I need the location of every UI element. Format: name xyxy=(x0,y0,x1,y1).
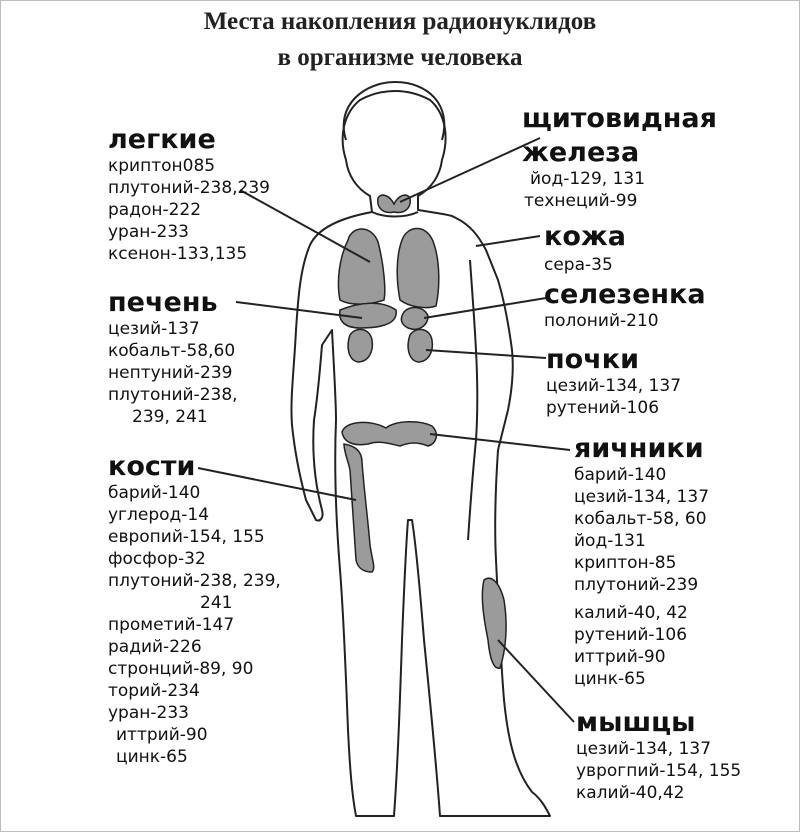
bones-item: фосфор-32 xyxy=(108,549,206,569)
leader-spleen xyxy=(424,298,546,318)
skin-heading: кожа xyxy=(544,221,626,252)
thyroid-heading: щитовидная xyxy=(522,103,717,134)
ovaries-item: цезий-134, 137 xyxy=(574,487,710,507)
bones-item: прометий-147 xyxy=(108,615,235,635)
muscles-heading: мышцы xyxy=(576,707,696,738)
muscles-item: цезий-134, 137 xyxy=(576,739,712,759)
liver-item: 239, 241 xyxy=(132,407,208,427)
femur xyxy=(344,444,374,572)
bones-item: иттрий-90 xyxy=(116,725,208,745)
label-bones xyxy=(108,452,281,768)
muscles-item: калий-40,42 xyxy=(576,783,685,803)
thyroid-item: технеций-99 xyxy=(524,191,638,211)
kidney-right xyxy=(408,329,432,362)
label-liver xyxy=(108,288,238,428)
thyroid-heading-line2: железа xyxy=(522,137,640,168)
ovaries-item: барий-140 xyxy=(574,465,667,485)
bones-item: цинк-65 xyxy=(116,747,188,767)
label-lungs xyxy=(108,125,270,265)
ovaries-item: криптон-85 xyxy=(574,553,677,573)
lungs-item: радон-222 xyxy=(108,200,202,220)
thyroid-item: йод-129, 131 xyxy=(530,169,646,189)
bones-item: европий-154, 155 xyxy=(108,527,265,547)
pelvis xyxy=(342,422,436,446)
lungs-heading: легкие xyxy=(108,124,216,155)
label-kidneys xyxy=(546,345,681,419)
bones-item: углерод-14 xyxy=(108,505,210,525)
liver-item: плутоний-238, xyxy=(108,385,238,405)
arm-inner-right xyxy=(468,260,477,540)
bones-item: радий-226 xyxy=(108,637,202,657)
ovaries-heading: яичники xyxy=(574,433,704,464)
lungs-item: плутоний-238,239 xyxy=(108,178,270,198)
ovaries-item: иттрий-90 xyxy=(574,647,666,667)
skin-item: сера-35 xyxy=(544,255,613,275)
liver-heading: печень xyxy=(108,287,218,318)
lung-right xyxy=(397,228,439,307)
leader-ovaries xyxy=(430,434,570,450)
diagram-title: Места накопления радионуклидов xyxy=(203,8,597,35)
kidneys-item: цезий-134, 137 xyxy=(546,376,682,396)
leader-skin xyxy=(476,236,540,246)
liver-item: цезий-137 xyxy=(108,319,200,339)
bones-item: плутоний-238, 239, xyxy=(108,571,281,591)
label-skin xyxy=(544,222,626,276)
ovaries-item: йод-131 xyxy=(574,531,646,551)
bones-item: торий-234 xyxy=(108,681,200,701)
body-outline xyxy=(291,91,550,816)
ovaries-item: рутений-106 xyxy=(574,625,688,645)
ovaries-item: кобальт-58, 60 xyxy=(574,509,707,529)
thyroid xyxy=(378,195,411,212)
leader-muscles xyxy=(498,640,574,722)
spleen xyxy=(401,307,428,329)
label-ovaries xyxy=(574,434,709,690)
label-thyroid xyxy=(522,104,717,212)
spleen-item: полоний-210 xyxy=(544,311,659,331)
label-muscles xyxy=(576,708,741,804)
ovaries-item: цинк-65 xyxy=(574,669,646,689)
kidneys-heading: почки xyxy=(546,344,639,375)
lungs-item: уран-233 xyxy=(108,222,189,242)
liver-item: кобальт-58,60 xyxy=(108,341,236,361)
ovaries-item: плутоний-239 xyxy=(574,575,699,595)
leg-muscle xyxy=(482,578,506,668)
kidney-left xyxy=(348,329,372,362)
bones-item: 241 xyxy=(200,593,233,613)
bones-item: стронций-89, 90 xyxy=(108,659,254,679)
kidneys-item: рутений-106 xyxy=(546,398,660,418)
bones-heading: кости xyxy=(108,451,196,482)
spleen-heading: селезенка xyxy=(544,279,706,310)
lungs-item: ксенон-133,135 xyxy=(108,244,248,264)
bones-item: уран-233 xyxy=(108,703,189,723)
ovaries-item: калий-40, 42 xyxy=(574,603,688,623)
muscles-item: уврогпий-154, 155 xyxy=(576,761,742,781)
leader-kidneys xyxy=(426,350,546,358)
liver-item: нептуний-239 xyxy=(108,363,233,383)
leader-thyroid xyxy=(400,138,540,202)
label-spleen xyxy=(544,280,706,332)
diagram-subtitle: в организме человека xyxy=(277,44,523,71)
bones-item: барий-140 xyxy=(108,483,201,503)
lungs-item: криптон085 xyxy=(108,156,216,176)
lung-left xyxy=(338,229,384,304)
